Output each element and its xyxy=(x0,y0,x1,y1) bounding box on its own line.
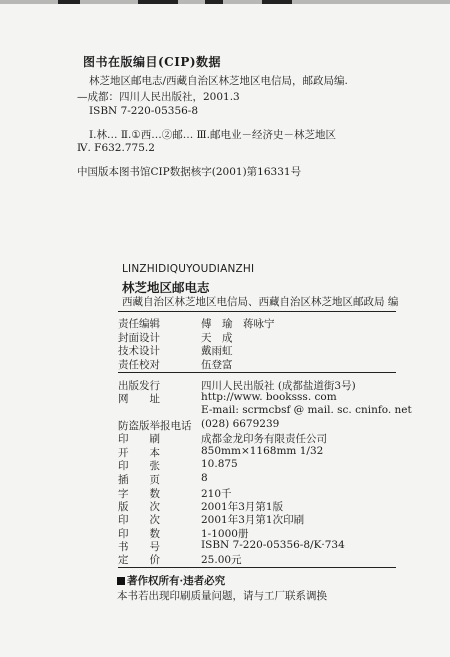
cip-title: 图书在版编目(CIP)数据 xyxy=(83,55,222,69)
pub-label: 印 次 xyxy=(118,514,160,526)
scan-mark xyxy=(262,0,292,4)
book-title: 林芝地区邮电志 xyxy=(122,280,210,295)
pub-label: 书 号 xyxy=(118,541,160,553)
editor-value: 傅 瑜 蒋咏宁 xyxy=(201,318,275,330)
pub-label: 出版发行 xyxy=(118,380,160,392)
cip-record-number: 中国版本图书馆CIP数据核字(2001)第16331号 xyxy=(77,166,302,178)
cip-line: Ⅰ.林… Ⅱ.①西…②邮… Ⅲ.邮电业－经济史－林芝地区 xyxy=(89,129,337,141)
pub-value: http://www. booksss. com xyxy=(201,391,337,403)
pub-value: 10.875 xyxy=(201,458,238,470)
editor-label: 责任校对 xyxy=(118,359,160,371)
pub-label: 网 址 xyxy=(118,393,160,405)
pub-label: 开 本 xyxy=(118,447,160,459)
editor-value: 戴雨虹 xyxy=(201,345,233,357)
editor-value: 天 成 xyxy=(201,332,233,344)
pub-value: 850mm×1168mm 1/32 xyxy=(201,445,324,457)
pub-label: 插 页 xyxy=(118,474,160,486)
copyright-notice xyxy=(117,573,225,588)
pub-label: 字 数 xyxy=(118,488,160,500)
divider xyxy=(118,372,396,373)
copyright-text: 著作权所有·违者必究 xyxy=(127,575,226,587)
book-author: 西藏自治区林芝地区电信局、西藏自治区林芝地区邮政局 编 xyxy=(122,296,399,308)
black-square-icon xyxy=(117,577,125,585)
pub-label: 防盗版举报电话 xyxy=(118,420,192,432)
editor-label: 技术设计 xyxy=(118,345,160,357)
pub-value: ISBN 7-220-05356-8/K·734 xyxy=(201,539,345,551)
pub-value: 25.00元 xyxy=(201,554,242,566)
pub-value: 2001年3月第1次印刷 xyxy=(201,514,305,526)
editor-label: 封面设计 xyxy=(118,332,160,344)
pub-label: 印 数 xyxy=(118,528,160,540)
pub-value: 1-1000册 xyxy=(201,528,249,540)
pub-label: 定 价 xyxy=(118,554,160,566)
cip-line: Ⅳ. F632.775.2 xyxy=(77,142,155,154)
pub-value: 8 xyxy=(201,472,208,484)
pub-value: 成都金龙印务有限责任公司 xyxy=(201,433,327,445)
cip-line: ISBN 7-220-05356-8 xyxy=(89,105,199,117)
pub-label: 印 张 xyxy=(118,460,160,472)
pub-value: E-mail: scrmcbsf @ mail. sc. cninfo. net xyxy=(201,404,412,416)
pub-value: 2001年3月第1版 xyxy=(201,501,284,513)
scan-mark xyxy=(58,0,80,4)
editor-value: 伍登富 xyxy=(201,359,233,371)
pub-value: 210千 xyxy=(201,488,232,500)
pub-value: 四川人民出版社 (成都盐道街3号) xyxy=(201,380,356,392)
book-pinyin: LINZHIDIQUYOUDIANZHI xyxy=(122,263,255,275)
cip-line: —成都：四川人民出版社，2001.3 xyxy=(77,91,240,103)
editor-label: 责任编辑 xyxy=(118,318,160,330)
pub-label: 印 刷 xyxy=(118,433,160,445)
quality-notice: 本书若出现印刷质量问题，请与工厂联系调换 xyxy=(117,590,327,602)
scan-mark xyxy=(138,0,178,4)
divider xyxy=(118,311,396,312)
cip-line: 林芝地区邮电志/西藏自治区林芝地区电信局，邮政局编. xyxy=(89,75,348,87)
pub-value: (028) 6679239 xyxy=(201,418,280,430)
divider xyxy=(118,567,396,568)
scan-mark xyxy=(205,0,223,4)
pub-label: 版 次 xyxy=(118,501,160,513)
